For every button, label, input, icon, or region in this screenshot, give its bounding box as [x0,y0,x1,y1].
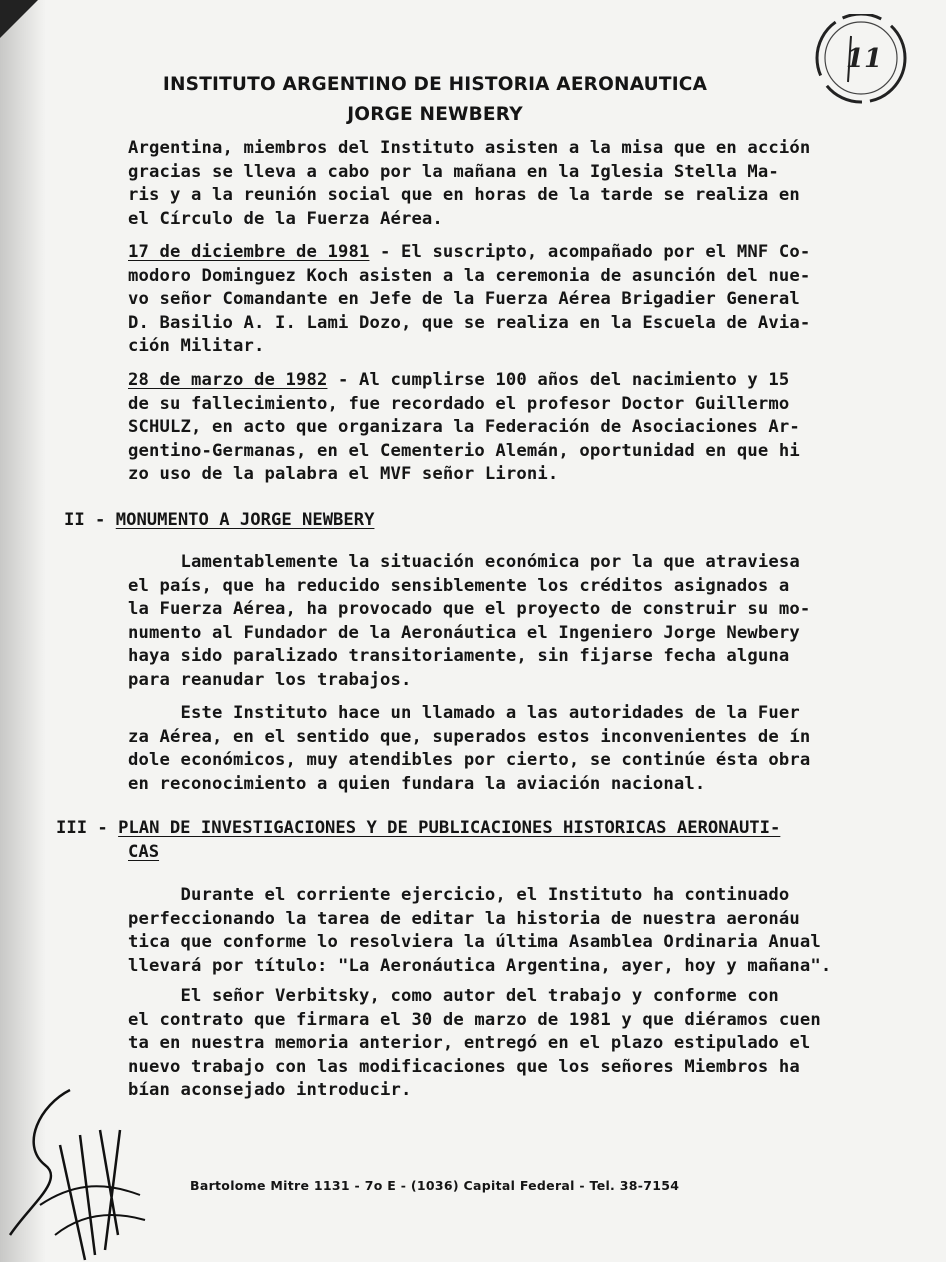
folio-number: 11 [845,44,883,74]
paragraph-marzo-first-line: - Al cumplirse 100 años del nacimiento y 15 [327,370,790,390]
section-iii-heading [56,817,780,841]
paragraph-argentina: Argentina, miembros del Instituto asisten a la misa que en acción gracias se lleva a cabo por la mañana en la Iglesia Stella Ma- ris y a la reunión social que en horas de la tarde se realiza en el Círculo de la Fuerza Aérea. [128,138,811,229]
paragraph-marzo-body: de su fallecimiento, fue recordado el profesor Doctor Guillermo SCHULZ, en acto que organizara la Federación de Asociaciones Ar- gentino-Germanas, en el Cementerio Alemán, oportunidad en que hi zo uso de la palabra el MVF señor Lironi. [128,393,800,485]
paragraph-diciembre-1981 [128,241,810,359]
paragraph-diciembre-first-line: - El suscripto, acompañado por el MNF Co- [369,242,811,262]
handwritten-signature [0,1085,150,1262]
section-iii-title-line1: PLAN DE INVESTIGACIONES Y DE PUBLICACIONES HISTORICAS AERONAUTI- [118,818,781,838]
paragraph-diciembre-body: modoro Dominguez Koch asisten a la ceremonia de asunción del nue- vo señor Comandante en Jefe de la Fuerza Aérea Brigadier General D. Basilio A. I. Lami Dozo, que se realiza en la Escuela de Avia- ción Militar. [128,265,811,357]
section-iii-number: III - [56,818,119,838]
footer-address: Bartolome Mitre 1131 - 7o E - (1036) Capital Federal - Tel. 38-7154 [190,1178,680,1193]
section-ii-title: MONUMENTO A JORGE NEWBERY [115,510,375,530]
paragraph-corriente-ejercicio: Durante el corriente ejercicio, el Instituto ha continuado perfeccionando la tarea de editar la historia de nuestra aeronáu tica que conforme lo resolviera la última Asamblea Ordinaria Anual llevará por título: "La Aeronáutica Argentina, ayer, hoy y mañana". [128,885,832,976]
institute-subtitle: JORGE NEWBERY [347,104,523,125]
folded-corner [0,0,38,38]
paragraph-llamado-autoridades: Este Instituto hace un llamado a las autoridades de la Fuer za Aérea, en el sentido que, superados estos inconvenientes de ín dole económicos, muy atendibles por cierto, se continúe ésta obra en reconocimiento a quien fundara la aviación nacional. [128,703,811,794]
section-ii-number: II - [64,510,116,530]
section-iii-title-line2: CAS [128,842,160,862]
section-ii-heading [64,509,374,533]
paragraph-verbitsky: El señor Verbitsky, como autor del trabajo y conforme con el contrato que firmara el 30 de marzo de 1981 y que diéramos cuen ta en nuestra memoria anterior, entregó en el plazo estipulado el nuevo trabajo con las modificaciones que los señores Miembros ha bían aconsejado introducir. [128,986,821,1101]
folio-stamp [806,14,916,104]
paragraph-situacion-economica: Lamentablemente la situación económica por la que atraviesa el país, que ha reducido sensiblemente los créditos asignados a la Fuerza Aérea, ha provocado que el proyecto de construir su mo- numento al Fundador de la Aeronáutica el Ingeniero Jorge Newbery haya sido paralizado transitoriamente, sin fijarse fecha alguna para reanudar los trabajos. [128,552,811,690]
institute-name: INSTITUTO ARGENTINO DE HISTORIA AERONAUTICA [162,74,708,95]
section-iii-heading-continued [128,841,159,865]
date-17-diciembre-1981: 17 de diciembre de 1981 [128,242,370,262]
letterhead [150,70,720,130]
page-edge-shadow [0,0,46,1262]
paragraph-marzo-1982 [128,369,800,487]
date-28-marzo-1982: 28 de marzo de 1982 [128,370,328,390]
